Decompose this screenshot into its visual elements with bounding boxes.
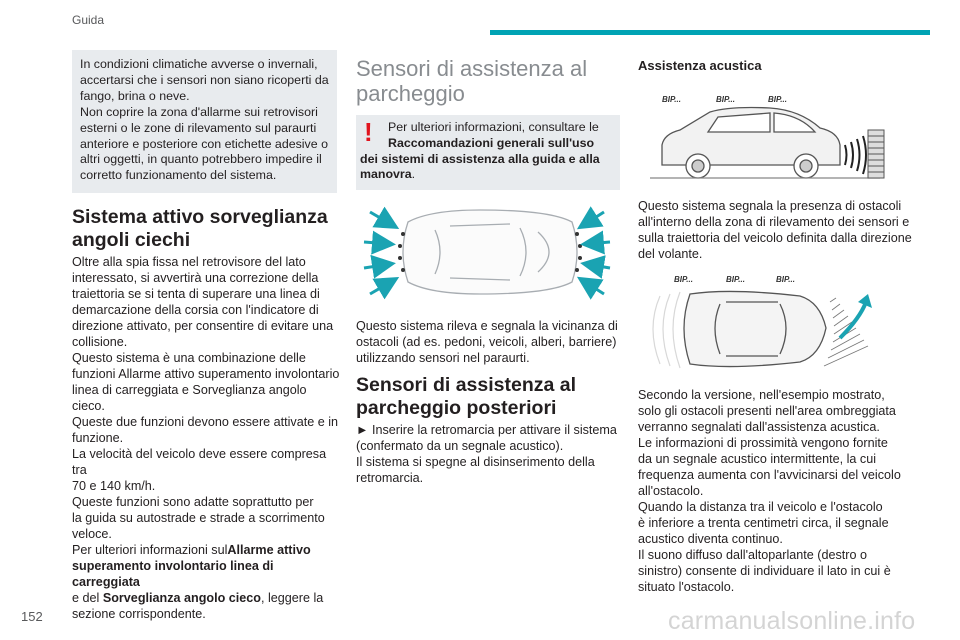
- parking-sensors-illustration: [360, 202, 614, 302]
- beep-label-2: BIP...: [716, 95, 735, 104]
- warning-icon: !: [364, 117, 373, 147]
- blind-spot-body: Oltre alla spia fissa nel retrovisore del lato interessato, si avvertirà una correzione della traiettoria se si tenta di superare una linea di demarcazione della corsia con l'indicatore di direzione attivato, per consentire di evitare una collisione. Questo sistema è una combinazione delle funzioni Allarme attivo superamento involontario linea di carreggiata e Sorveglianza angolo cieco. Queste due funzioni devono essere attivate e in funzione. La velocità del veicolo deve essere compresa tra 70 e 140 km/h. Queste funzioni sono adatte soprattutto per la guida su autostrade e strade a scorrimento veloce. Per ulteriori informazioni sulAllarme attivo superamento involontario linea di carreggiata e del Sorveglianza angolo cieco, leggere la sezione corrispondente.: [72, 255, 340, 621]
- car-top-view: [403, 210, 577, 294]
- rear-sensors-body: ► Inserire la retromarcia per attivare il sistema (confermato da un segnale acustico). Il sistema si spegne al disinserimento della retromarcia.: [356, 423, 617, 485]
- car-top-turning: [684, 291, 826, 366]
- acoustic-side-illustration: [640, 90, 890, 185]
- parking-sensors-heading: Sensori di assistenza al parcheggio: [356, 56, 588, 106]
- note-box: [72, 50, 337, 193]
- page-number: 152: [21, 609, 43, 624]
- parking-description: Questo sistema rileva e segnala la vicinanza di ostacoli (ad es. pedoni, veicoli, alberi, barriere) utilizzando sensori nel paraurti.: [356, 319, 618, 365]
- beep-label-3: BIP...: [768, 95, 787, 104]
- acoustic-description-2: Secondo la versione, nell'esempio mostrato, solo gli ostacoli presenti nell'area ombreggiata verranno segnalati dall'assistenza acustica. Le informazioni di prossimità vengono fornite da un segnale acustico intermittente, la cui frequenza aumenta con l'avvicinarsi del veicolo all'ostacolo. Quando la distanza tra il veicolo e l'ostacolo è inferiore a trenta centimetri circa, il segnale acustico diventa continuo. Il suono diffuso dall'altoparlante (destro o sinistro) consente di individuare il lato in cui è situato l'ostacolo.: [638, 388, 901, 594]
- beep-label-5: BIP...: [726, 275, 745, 284]
- section-header: Guida: [72, 13, 105, 27]
- beep-label-4: BIP...: [674, 275, 693, 284]
- acoustic-description-1: Questo sistema segnala la presenza di ostacoli all'interno della zona di rilevamento dei sensori e sulla traiettoria del veicolo definita dalla direzione del volante.: [638, 199, 912, 261]
- note-text: In condizioni climatiche avverse o invernali, accertarsi che i sensori non siano ricoperti da fango, brina o neve. Non coprire la zona d'allarme sui retrovisori esterni o le zone di rilevamento sul paraurti anteriore e posteriore con etichette adesive o altri oggetti, in quanto potrebbero impedire il corretto funzionamento del sistema.: [80, 57, 329, 183]
- warning-box: ! Per ulteriori informazioni, consultare le Raccomandazioni generali sull'uso dei sistemi di assistenza alla guida e alla manovra.: [356, 115, 620, 190]
- motion-trail: [653, 292, 680, 368]
- header-accent-bar: [490, 30, 930, 35]
- car-side-view: [662, 108, 840, 179]
- rear-sensors-heading: Sensori di assistenza al parcheggio posteriori: [356, 374, 577, 419]
- beep-label-6: BIP...: [776, 275, 795, 284]
- brick-wall: [868, 130, 884, 178]
- watermark: carmanualsonline.info: [668, 607, 916, 635]
- blind-spot-heading: Sistema attivo sorveglianza angoli ciechi: [72, 206, 328, 251]
- beep-label-1: BIP...: [662, 95, 681, 104]
- acoustic-heading: Assistenza acustica: [638, 58, 762, 73]
- turn-arrow: [840, 302, 866, 338]
- sound-waves: [845, 136, 866, 174]
- acoustic-top-illustration: [640, 268, 890, 376]
